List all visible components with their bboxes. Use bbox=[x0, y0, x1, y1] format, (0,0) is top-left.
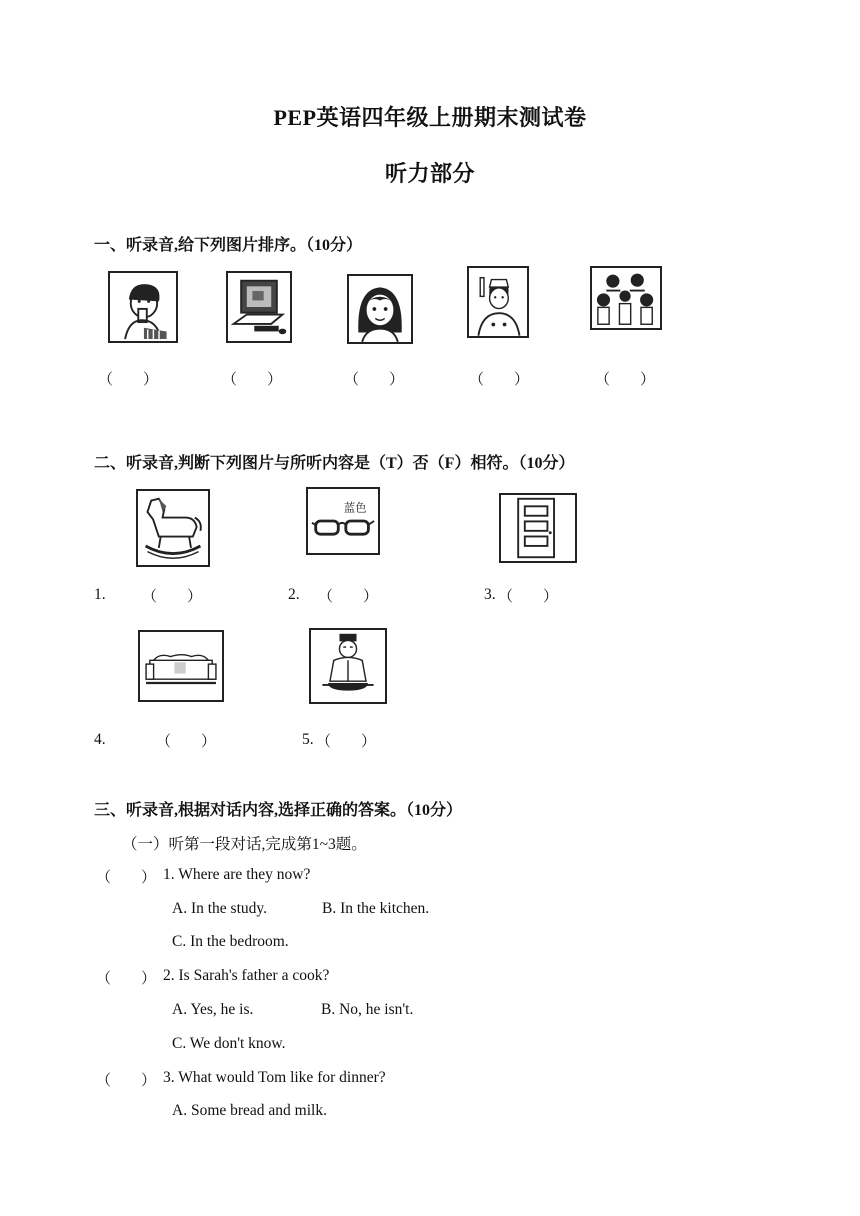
boy-drinking-drawing bbox=[110, 273, 176, 341]
section1-blank-2[interactable]: （ ） bbox=[222, 372, 283, 388]
section1-blank-3[interactable]: （ ） bbox=[344, 372, 405, 388]
door-drawing bbox=[501, 495, 575, 561]
question-3-blank[interactable]: （ ） bbox=[96, 1073, 157, 1089]
glasses-icon bbox=[306, 487, 380, 555]
section1-blank-4[interactable]: （ ） bbox=[469, 372, 530, 388]
section2-item-3-label: 3. bbox=[484, 586, 496, 603]
page-subtitle: 听力部分 bbox=[384, 161, 475, 186]
rocking-horse-drawing bbox=[138, 491, 208, 565]
girl-portrait-icon bbox=[347, 274, 413, 344]
section1-blank-5[interactable]: （ ） bbox=[595, 372, 656, 388]
section2-item-4-label: 4. bbox=[94, 731, 106, 748]
question-1-option-a[interactable]: A. In the study. bbox=[172, 900, 267, 917]
section2-item-2-blank[interactable]: （ ） bbox=[318, 589, 379, 605]
section2-item-1-blank[interactable]: （ ） bbox=[142, 589, 203, 605]
section2-item-5-blank[interactable]: （ ） bbox=[316, 734, 377, 750]
rocking-horse-icon bbox=[136, 489, 210, 567]
section2-item-5-label: 5. bbox=[302, 731, 314, 748]
question-1-option-c[interactable]: C. In the bedroom. bbox=[172, 933, 289, 950]
page-title: PEP英语四年级上册期末测试卷 bbox=[273, 105, 587, 130]
question-2-option-b[interactable]: B. No, he isn't. bbox=[321, 1001, 414, 1018]
nurse-icon bbox=[467, 266, 529, 338]
section1-blank-1[interactable]: （ ） bbox=[98, 372, 159, 388]
question-1-blank[interactable]: （ ） bbox=[96, 870, 157, 886]
boy-drinking-icon bbox=[108, 271, 178, 343]
question-2-option-a[interactable]: A. Yes, he is. bbox=[172, 1001, 254, 1018]
family-drawing bbox=[592, 268, 660, 328]
section3-heading: 三、听录音,根据对话内容,选择正确的答案。（10分） bbox=[94, 802, 463, 819]
door-icon bbox=[499, 493, 577, 563]
cook-icon bbox=[309, 628, 387, 704]
sofa-drawing bbox=[140, 632, 222, 700]
section2-heading: 二、听录音,判断下列图片与所听内容是（T）否（F）相符。（10分） bbox=[94, 455, 575, 472]
sofa-icon bbox=[138, 630, 224, 702]
cook-drawing bbox=[311, 630, 385, 702]
computer-icon bbox=[226, 271, 292, 343]
question-2-option-c[interactable]: C. We don't know. bbox=[172, 1035, 286, 1052]
family-icon bbox=[590, 266, 662, 330]
nurse-drawing bbox=[469, 268, 527, 336]
glasses-drawing bbox=[308, 489, 378, 553]
section3-part-intro: （一）听第一段对话,完成第1~3题。 bbox=[122, 836, 367, 853]
question-3-option-a[interactable]: A. Some bread and milk. bbox=[172, 1102, 327, 1119]
question-1-option-b[interactable]: B. In the kitchen. bbox=[322, 900, 430, 917]
section2-item-3-blank[interactable]: （ ） bbox=[498, 589, 559, 605]
glasses-label: 蓝色 bbox=[343, 501, 367, 515]
section2-item-2-label: 2. bbox=[288, 586, 300, 603]
section1-heading: 一、听录音,给下列图片排序。（10分） bbox=[94, 237, 363, 254]
question-3-text: 3. What would Tom like for dinner? bbox=[163, 1069, 386, 1086]
section2-item-1-label: 1. bbox=[94, 586, 106, 603]
girl-portrait-drawing bbox=[349, 276, 411, 342]
computer-drawing bbox=[228, 273, 290, 341]
question-1-text: 1. Where are they now? bbox=[163, 866, 311, 883]
question-2-text: 2. Is Sarah's father a cook? bbox=[163, 967, 330, 984]
section2-item-4-blank[interactable]: （ ） bbox=[156, 734, 217, 750]
question-2-blank[interactable]: （ ） bbox=[96, 971, 157, 987]
